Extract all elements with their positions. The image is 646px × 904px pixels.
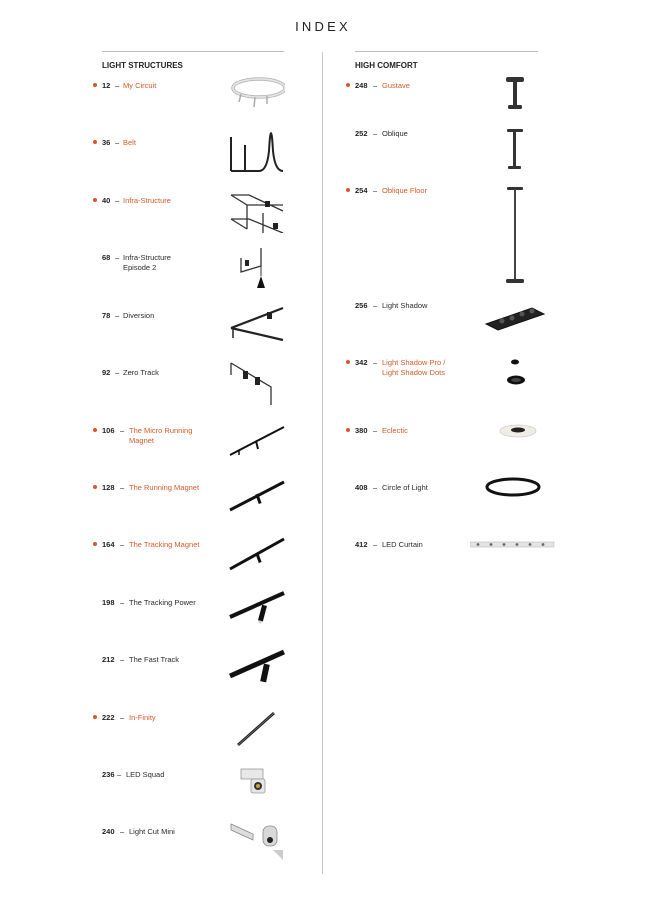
dash: –	[120, 827, 125, 836]
highlight-dot	[346, 83, 350, 87]
page-number: 212	[102, 655, 115, 664]
page-number: 256	[355, 301, 368, 310]
product-name[interactable]: Oblique	[382, 129, 408, 138]
product-name[interactable]: The Running Magnet	[129, 483, 200, 492]
dash: –	[373, 186, 378, 195]
dash: –	[373, 81, 378, 90]
magnet-track-icon	[229, 476, 285, 520]
page-number: 408	[355, 483, 368, 492]
index-entry[interactable]	[0, 369, 300, 419]
product-name[interactable]: Light Shadow	[382, 301, 428, 310]
index-entry[interactable]	[330, 541, 646, 591]
pendant-structure-icon	[229, 246, 285, 290]
index-entry[interactable]	[0, 771, 300, 821]
index-entry[interactable]	[330, 130, 646, 180]
index-entry[interactable]	[0, 82, 300, 132]
page-number: 240	[102, 827, 115, 836]
page-number: 36	[102, 138, 111, 147]
table-lamp-icon	[470, 76, 560, 112]
index-entry[interactable]	[0, 656, 300, 706]
index-entry[interactable]	[0, 714, 300, 764]
page-number: 40	[102, 196, 111, 205]
tracking-power-icon	[229, 591, 285, 635]
dash: –	[120, 713, 125, 722]
light-cut-icon	[229, 820, 285, 864]
highlight-dot	[346, 188, 350, 192]
index-entry[interactable]	[0, 312, 300, 362]
high-comfort-heading: HIGH COMFORT	[355, 61, 418, 70]
dash: –	[115, 368, 120, 377]
product-name[interactable]: Belt	[123, 138, 136, 147]
product-name[interactable]: The Fast Track	[129, 655, 180, 664]
dash: –	[120, 540, 125, 549]
dash: –	[115, 196, 120, 205]
ring-light-icon	[470, 476, 560, 500]
index-entry[interactable]	[0, 197, 300, 247]
product-name[interactable]: Zero Track	[123, 368, 159, 377]
page-number: 12	[102, 81, 111, 90]
index-entry[interactable]	[0, 828, 300, 878]
dash: –	[115, 253, 120, 262]
product-name[interactable]: LED Curtain	[382, 540, 423, 549]
highlight-dot	[93, 140, 97, 144]
page-number: 92	[102, 368, 111, 377]
index-entry[interactable]	[330, 427, 646, 477]
page-number: 412	[355, 540, 368, 549]
dash: –	[373, 483, 378, 492]
dash: –	[373, 129, 378, 138]
index-entry[interactable]	[0, 254, 300, 304]
product-name[interactable]: Diversion	[123, 311, 155, 320]
page-number: 128	[102, 483, 115, 492]
page-number: 254	[355, 186, 368, 195]
recessed-multi-icon	[470, 302, 560, 334]
highlight-dot	[346, 360, 350, 364]
dash: –	[373, 301, 378, 310]
product-name[interactable]: Gustave	[382, 81, 410, 90]
index-entry[interactable]	[330, 302, 646, 352]
page-number: 78	[102, 311, 111, 320]
dash: –	[373, 358, 378, 367]
product-name[interactable]: Infra-Structure	[123, 196, 171, 205]
dash: –	[117, 770, 122, 779]
page-number: 198	[102, 598, 115, 607]
product-name[interactable]: Oblique Floor	[382, 186, 428, 195]
page-number: 222	[102, 713, 115, 722]
product-name[interactable]: Light Cut Mini	[129, 827, 175, 836]
ring-track-icon	[229, 74, 285, 118]
product-name[interactable]: Eclectic	[382, 426, 408, 435]
micro-magnet-track-icon	[229, 419, 285, 463]
angled-track-icon	[229, 304, 285, 348]
product-name[interactable]: Light Shadow Pro / Light Shadow Dots	[382, 358, 446, 377]
floor-lamp-icon	[470, 186, 560, 286]
dash: –	[120, 483, 125, 492]
highlight-dot	[346, 428, 350, 432]
downlight-dots-icon	[470, 357, 560, 389]
linear-profile-icon	[229, 706, 285, 750]
dash: –	[373, 426, 378, 435]
product-name[interactable]: The Tracking Power	[129, 598, 196, 607]
product-name[interactable]: The Tracking Magnet	[129, 540, 200, 549]
highlight-dot	[93, 485, 97, 489]
index-entry[interactable]	[0, 599, 300, 649]
index-entry[interactable]	[330, 484, 646, 534]
dash: –	[120, 598, 125, 607]
belt-icon	[229, 131, 285, 175]
page-number: 380	[355, 426, 368, 435]
highlight-dot	[93, 715, 97, 719]
dash: –	[120, 426, 125, 435]
column-top-rule	[355, 51, 538, 52]
index-entry[interactable]	[0, 139, 300, 189]
page-number: 164	[102, 540, 115, 549]
product-name[interactable]: Infra-Structure Episode 2	[123, 253, 171, 272]
led-strip-icon	[470, 539, 560, 551]
page-title: INDEX	[295, 19, 351, 34]
product-name[interactable]: My Circuit	[123, 81, 157, 90]
index-entry[interactable]	[330, 187, 646, 237]
page-number: 236	[102, 770, 115, 779]
page-number: 68	[102, 253, 111, 262]
dash: –	[115, 311, 120, 320]
led-squad-icon	[229, 763, 285, 807]
highlight-dot	[93, 428, 97, 432]
index-entry[interactable]	[330, 359, 646, 409]
dash: –	[115, 138, 120, 147]
page-number: 248	[355, 81, 368, 90]
index-entry[interactable]	[0, 484, 300, 534]
index-entry[interactable]	[0, 427, 300, 477]
light-structures-heading: LIGHT STRUCTURES	[102, 61, 183, 70]
oblique-lamp-icon	[470, 128, 560, 172]
dash: –	[115, 81, 120, 90]
highlight-dot	[93, 83, 97, 87]
eclectic-downlight-icon	[470, 421, 560, 441]
page-number: 252	[355, 129, 368, 138]
tracking-magnet-icon	[229, 533, 285, 577]
product-name[interactable]: LED Squad	[126, 770, 165, 779]
page-number: 342	[355, 358, 368, 367]
grid-structure-icon	[229, 189, 285, 233]
index-entry[interactable]	[0, 541, 300, 591]
zero-track-icon	[229, 361, 285, 405]
highlight-dot	[93, 542, 97, 546]
column-divider	[322, 52, 323, 874]
product-name[interactable]: In-Finity	[129, 713, 156, 722]
page-number: 106	[102, 426, 115, 435]
dash: –	[120, 655, 125, 664]
highlight-dot	[93, 198, 97, 202]
dash: –	[373, 540, 378, 549]
column-top-rule	[102, 51, 284, 52]
fast-track-icon	[229, 648, 285, 692]
product-name[interactable]: The Micro Running Magnet	[129, 426, 193, 445]
index-entry[interactable]	[330, 82, 646, 132]
product-name[interactable]: Circle of Light	[382, 483, 428, 492]
